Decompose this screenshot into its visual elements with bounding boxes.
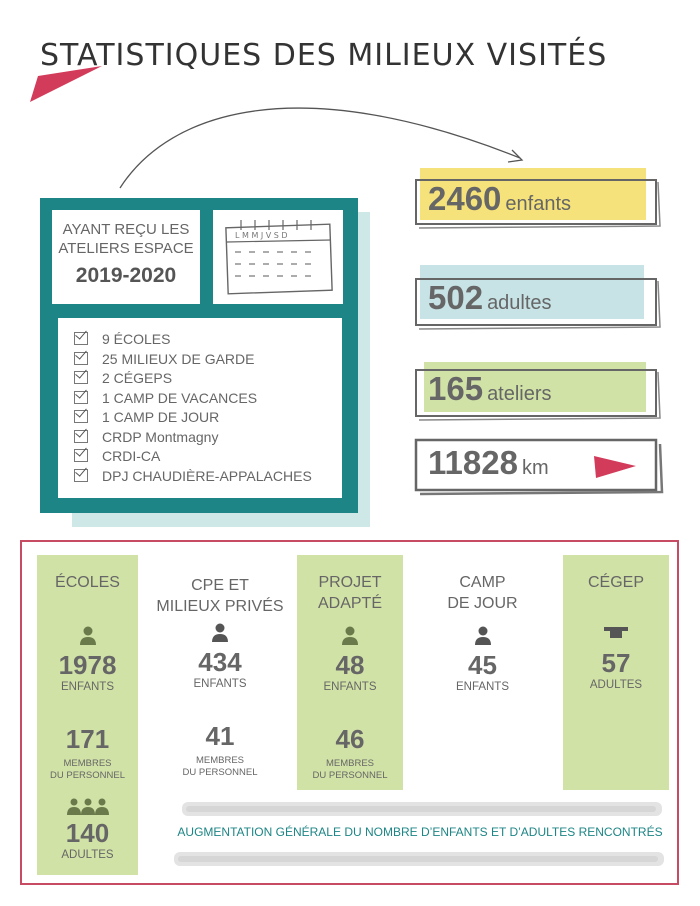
enfants-count: 1978 bbox=[58, 650, 117, 680]
stat-value: 2460 bbox=[428, 180, 502, 217]
enfants-label: ENFANTS bbox=[455, 681, 510, 693]
stat-value: 11828 bbox=[428, 444, 518, 481]
group-icon bbox=[66, 798, 110, 816]
enfants-label: ENFANTS bbox=[193, 678, 247, 690]
stat-value: 165 bbox=[428, 370, 484, 407]
personnel-label-1: MEMBRES bbox=[195, 755, 245, 766]
person-icon bbox=[341, 626, 359, 646]
page-title: STATISTIQUES DES MILIEUX VISITÉS bbox=[40, 38, 608, 73]
year-box bbox=[52, 210, 200, 304]
list-item: DPJ CHAUDIÈRE-APPALACHES bbox=[74, 467, 342, 487]
panel-heading-line2: ATELIERS ESPACE bbox=[58, 240, 194, 257]
list-item: CRDI-CA bbox=[74, 447, 342, 467]
column-title-2: ADAPTÉ bbox=[317, 595, 382, 612]
column-title-2: MILIEUX PRIVÉS bbox=[156, 598, 284, 615]
person-icon bbox=[474, 626, 492, 646]
column-title: ÉCOLES bbox=[55, 574, 120, 591]
column-title-2: DE JOUR bbox=[447, 595, 518, 612]
calendar-box bbox=[213, 210, 343, 304]
checkbox-icon bbox=[74, 449, 88, 462]
stat-km bbox=[414, 436, 666, 500]
checkbox-icon bbox=[74, 391, 88, 404]
svg-text:L M M J V S D: L M M J V S D bbox=[235, 231, 288, 240]
personnel-count: 41 bbox=[205, 721, 235, 751]
column-camp-de-jour bbox=[420, 572, 545, 694]
column-ecoles bbox=[37, 572, 138, 862]
adultes-label: ADULTES bbox=[61, 849, 114, 861]
enfants-count: 48 bbox=[335, 650, 365, 680]
list-item: 9 ÉCOLES bbox=[74, 330, 342, 350]
checkbox-icon bbox=[74, 352, 88, 365]
column-cegep bbox=[563, 572, 669, 692]
enfants-count: 434 bbox=[198, 647, 242, 677]
graduation-cap-icon bbox=[603, 626, 629, 642]
stat-ateliers bbox=[414, 362, 664, 428]
checkbox-icon bbox=[74, 430, 88, 443]
enfants-label: ENFANTS bbox=[60, 681, 115, 693]
person-icon bbox=[211, 623, 229, 643]
enfants-count: 45 bbox=[468, 650, 497, 680]
panel-heading-line1: AYANT REÇU LES bbox=[62, 221, 190, 238]
stat-unit: ateliers bbox=[487, 383, 552, 405]
stat-unit: km bbox=[521, 457, 549, 479]
stat-enfants bbox=[414, 168, 664, 228]
milieux-list bbox=[58, 318, 342, 498]
personnel-count: 171 bbox=[65, 724, 110, 754]
adultes-label: ADULTES bbox=[589, 679, 643, 691]
stat-unit: enfants bbox=[505, 193, 572, 215]
column-cpe bbox=[150, 575, 290, 779]
personnel-label-2: DU PERSONNEL bbox=[312, 770, 388, 781]
checkbox-icon bbox=[74, 371, 88, 384]
footer-note: AUGMENTATION GÉNÉRALE DU NOMBRE D’ENFANTS ET D’ADULTES RENCONTRÉS bbox=[177, 825, 663, 839]
column-title-1: CPE ET bbox=[191, 577, 249, 594]
stat-value: 502 bbox=[428, 279, 484, 316]
personnel-label-1: MEMBRES bbox=[63, 758, 112, 769]
red-pennant-icon bbox=[594, 456, 636, 478]
column-projet-adapte bbox=[297, 572, 403, 782]
list-item: 1 CAMP DE VACANCES bbox=[74, 389, 342, 409]
personnel-label-1: MEMBRES bbox=[325, 758, 375, 769]
stat-unit: adultes bbox=[487, 292, 552, 314]
column-title: CÉGEP bbox=[587, 574, 644, 591]
checkbox-icon bbox=[74, 332, 88, 345]
checkbox-icon bbox=[74, 469, 88, 482]
personnel-count: 46 bbox=[335, 724, 365, 754]
column-title-1: PROJET bbox=[318, 574, 382, 591]
calendar-icon bbox=[213, 210, 343, 304]
list-item: 25 MILIEUX DE GARDE bbox=[74, 350, 342, 370]
personnel-label-2: DU PERSONNEL bbox=[50, 770, 125, 781]
checkbox-icon bbox=[74, 410, 88, 423]
enfants-label: ENFANTS bbox=[323, 681, 377, 693]
personnel-label-2: DU PERSONNEL bbox=[182, 767, 258, 778]
person-icon bbox=[79, 626, 97, 646]
adultes-count: 140 bbox=[65, 818, 110, 848]
list-item: 1 CAMP DE JOUR bbox=[74, 408, 342, 428]
stat-adultes bbox=[414, 265, 664, 331]
list-item: 2 CÉGEPS bbox=[74, 369, 342, 389]
list-item: CRDP Montmagny bbox=[74, 428, 342, 448]
panel-year: 2019-2020 bbox=[75, 264, 177, 287]
adultes-count: 57 bbox=[601, 648, 631, 678]
red-pennant-icon bbox=[30, 66, 102, 102]
column-title-1: CAMP bbox=[459, 574, 506, 591]
